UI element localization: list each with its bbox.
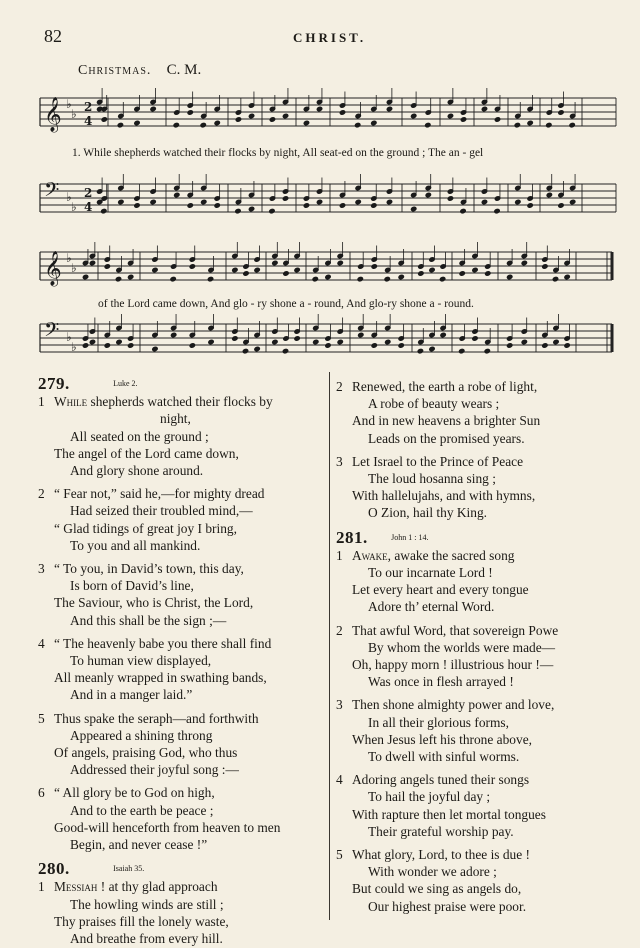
stanza	[38, 393, 328, 479]
note-head	[235, 208, 241, 213]
verse-line: Let every heart and every tongue	[352, 582, 529, 598]
note-head	[283, 271, 289, 276]
time-signature: 4	[84, 200, 93, 214]
note-head	[242, 348, 248, 353]
note-head	[418, 271, 424, 276]
verse-line: 2 That awful Word, that sovereign Powe	[336, 622, 559, 638]
note-head	[201, 199, 207, 204]
note-head	[189, 343, 195, 348]
verse-line: By whom the worlds were made—	[368, 639, 556, 655]
note-head	[294, 336, 300, 341]
note-head	[214, 203, 220, 208]
verse-line: The angel of the Lord came down,	[54, 445, 239, 461]
note-head	[272, 260, 278, 265]
verse-line: And breathe from every hill.	[70, 931, 223, 947]
verse-line: With hallelujahs, and with hymns,	[352, 488, 536, 504]
note-head	[187, 110, 193, 115]
stanza	[336, 696, 626, 765]
note-head	[207, 276, 213, 281]
note-head	[312, 276, 318, 281]
note-head	[460, 208, 466, 213]
treble-clef-icon: 𝄞	[44, 251, 62, 286]
note-head	[521, 339, 527, 344]
note-head	[254, 267, 260, 272]
time-signature: 2	[84, 186, 93, 200]
stanza-number: 3	[336, 697, 343, 713]
note-head	[101, 208, 107, 213]
note-head	[339, 203, 345, 208]
stanza-number: 4	[38, 635, 45, 651]
scripture-ref: John 1 : 14.	[391, 532, 429, 542]
note-head	[552, 276, 558, 281]
verse-line: 4 Adoring angels tuned their songs	[336, 772, 530, 788]
note-head	[440, 332, 446, 337]
verse-line: And to the earth be peace ;	[70, 802, 214, 818]
hymn-279-header	[38, 375, 328, 393]
note-head	[507, 343, 513, 348]
scripture-ref: Luke 2.	[113, 379, 138, 388]
note-head	[564, 343, 570, 348]
note-head	[481, 199, 487, 204]
note-head	[411, 206, 417, 211]
right-column	[336, 378, 626, 915]
note-head	[187, 203, 193, 208]
note-head	[294, 267, 300, 272]
stanza-number: 6	[38, 785, 45, 801]
stanza-number: 2	[38, 486, 45, 502]
page-number: 82	[44, 26, 62, 46]
note-head	[303, 203, 309, 208]
note-head	[313, 339, 319, 344]
note-head	[546, 122, 552, 127]
verse-line: The loud hosanna sing ;	[368, 471, 496, 487]
note-head	[171, 332, 177, 337]
note-head	[494, 117, 500, 122]
verse-line: A robe of beauty wears ;	[368, 396, 500, 412]
verse-line: 4 “ The heavenly babe you there shall find	[38, 635, 272, 651]
note-head	[272, 339, 278, 344]
left-column	[38, 375, 328, 947]
note-head	[507, 274, 513, 279]
hymn-280-continued	[336, 378, 626, 522]
note-head	[134, 120, 140, 125]
verse-line: 2 “ Fear not,” said he,—for mighty dread	[38, 486, 265, 502]
note-head	[243, 271, 249, 276]
stanza-number: 3	[38, 561, 45, 577]
note-head	[104, 264, 110, 269]
stanza	[38, 560, 328, 629]
verse-line: But could we sing as angels do,	[352, 881, 522, 897]
verse-line: 3 “ To you, in David’s town, this day,	[38, 561, 244, 577]
note-head	[440, 276, 446, 281]
stanza-number: 2	[336, 622, 343, 638]
verse-line: 1 Messiah ! at thy glad approach	[38, 879, 218, 895]
stanza	[38, 635, 328, 704]
note-head	[282, 113, 288, 118]
note-head	[472, 267, 478, 272]
note-head	[82, 274, 88, 279]
note-head	[316, 106, 322, 111]
note-head	[208, 339, 214, 344]
note-head	[89, 339, 95, 344]
note-head	[214, 120, 220, 125]
bass-clef-icon: 𝄢	[44, 318, 60, 346]
note-head	[282, 196, 288, 201]
note-head	[398, 343, 404, 348]
hymn-number: 281.	[336, 527, 368, 547]
stanza	[38, 710, 328, 779]
note-head	[150, 106, 156, 111]
note-head	[447, 113, 453, 118]
note-head	[558, 203, 564, 208]
note-head	[232, 336, 238, 341]
verse-line: Adore th’ eternal Word.	[368, 599, 495, 615]
note-head	[174, 192, 180, 197]
note-head	[303, 120, 309, 125]
note-head	[429, 346, 435, 351]
note-head	[355, 199, 361, 204]
verse-line: To our incarnate Lord !	[368, 565, 493, 581]
note-head	[570, 199, 576, 204]
hymn-279-text	[38, 393, 328, 853]
verse-line: night,	[160, 411, 191, 427]
note-head	[117, 122, 123, 127]
note-head	[371, 264, 377, 269]
verse-line: Leads on the promised years.	[368, 430, 525, 446]
verse-line: And in a manger laid.”	[70, 687, 193, 703]
note-head	[248, 113, 254, 118]
note-head	[371, 120, 377, 125]
note-head	[118, 199, 124, 204]
note-head	[269, 208, 275, 213]
note-head	[553, 339, 559, 344]
note-head	[101, 117, 107, 122]
note-head	[385, 339, 391, 344]
note-head	[254, 346, 260, 351]
verse-line: To hail the joyful day ;	[368, 789, 491, 805]
verse-line: “ Glad tidings of great joy I bring,	[54, 520, 237, 536]
note-head	[104, 343, 110, 348]
note-head	[152, 267, 158, 272]
hymn-281-text	[336, 547, 626, 915]
note-head	[494, 208, 500, 213]
note-head	[459, 348, 465, 353]
music-score	[0, 0, 640, 372]
stanza	[336, 771, 626, 840]
note-head	[269, 117, 275, 122]
note-head	[429, 267, 435, 272]
note-head	[337, 260, 343, 265]
stanza	[38, 784, 328, 853]
note-head	[515, 199, 521, 204]
note-head	[357, 276, 363, 281]
note-head	[200, 122, 206, 127]
scripture-ref: Isaiah 35.	[113, 864, 145, 874]
verse-line: The howling winds are still ;	[70, 896, 224, 912]
verse-line: To human view displayed,	[70, 653, 212, 669]
verse-line: And glory shone around.	[70, 463, 204, 479]
verse-line: O Zion, hail thy King.	[368, 505, 488, 521]
note-head	[527, 120, 533, 125]
verse-line: Addressed their joyful song :—	[70, 762, 239, 778]
note-head	[386, 199, 392, 204]
flat-icon: ♭	[66, 251, 72, 265]
hymn-number: 280.	[38, 859, 70, 879]
stanza	[336, 378, 626, 447]
note-head	[546, 192, 552, 197]
note-head	[386, 106, 392, 111]
note-head	[485, 271, 491, 276]
verse-line: 3 Let Israel to the Prince of Peace	[336, 453, 524, 469]
tune-name: Christmas.	[78, 63, 152, 78]
treble-clef-icon: 𝄞	[44, 97, 62, 132]
lyric-line-1: 1. While shepherds watched their flocks by night, All seat-ed on the ground ; The an - gel	[72, 147, 484, 159]
verse-line: Good-will henceforth from heaven to men	[54, 819, 281, 835]
column-divider	[329, 372, 330, 920]
note-head	[235, 117, 241, 122]
note-head	[115, 276, 121, 281]
verse-line: To dwell with sinful worms.	[368, 749, 520, 765]
verse-line: Was once in flesh arrayed !	[368, 674, 514, 690]
verse-line: Our highest praise were poor.	[368, 898, 527, 914]
verse-line: Oh, happy morn ! illustrious hour !—	[352, 657, 554, 673]
note-head	[542, 264, 548, 269]
stanza-number: 1	[38, 394, 45, 410]
stanza-number: 4	[336, 772, 343, 788]
note-head	[569, 122, 575, 127]
flat-icon: ♭	[71, 200, 77, 214]
note-head	[371, 203, 377, 208]
verse-line: All seated on the ground ;	[70, 428, 209, 444]
note-head	[472, 336, 478, 341]
flat-icon: ♭	[66, 97, 72, 111]
note-head	[337, 339, 343, 344]
note-head	[481, 106, 487, 111]
note-head	[411, 113, 417, 118]
time-signature: 2	[84, 100, 93, 114]
verse-line: 6 “ All glory be to God on high,	[38, 785, 215, 801]
hymn-280-text	[38, 878, 328, 947]
hymn-number: 279.	[38, 374, 70, 393]
note-head	[82, 343, 88, 348]
note-head	[248, 206, 254, 211]
note-head	[232, 267, 238, 272]
stanza	[336, 453, 626, 522]
hymn-281-header	[336, 529, 626, 547]
verse-line: Thy praises fill the lonely waste,	[54, 913, 229, 929]
bass-clef-icon: 𝄢	[44, 178, 60, 206]
note-head	[325, 343, 331, 348]
verse-line: 1 While shepherds watched their flocks by	[38, 394, 273, 410]
note-head	[150, 199, 156, 204]
verse-line: And this shall be the sign ;—	[70, 612, 227, 628]
note-head	[371, 343, 377, 348]
note-head	[116, 339, 122, 344]
stanza-number: 2	[336, 379, 343, 394]
note-head	[514, 122, 520, 127]
verse-line: Begin, and never cease !”	[70, 837, 208, 853]
note-head	[425, 192, 431, 197]
flat-icon: ♭	[66, 190, 72, 204]
note-head	[384, 276, 390, 281]
note-head	[564, 274, 570, 279]
stanza-number: 5	[38, 710, 45, 726]
flat-icon: ♭	[71, 340, 77, 354]
running-title: CHRIST.	[293, 30, 367, 45]
note-head	[339, 110, 345, 115]
verse-line: Of angels, praising God, who thus	[54, 745, 238, 761]
verse-line: Their grateful worship pay.	[368, 823, 514, 839]
flat-icon: ♭	[71, 261, 77, 275]
note-head	[282, 348, 288, 353]
verse-line: Had seized their troubled mind,—	[70, 503, 253, 519]
note-head	[128, 343, 134, 348]
flat-icon: ♭	[66, 330, 72, 344]
note-head	[425, 122, 431, 127]
note-head	[521, 260, 527, 265]
stanza-number: 3	[336, 453, 343, 469]
verse-line: To you and all mankind.	[70, 537, 201, 553]
note-head	[134, 203, 140, 208]
verse-line: When Jesus left his throne above,	[352, 731, 532, 747]
verse-line: 2 Renewed, the earth a robe of light,	[336, 379, 538, 394]
verse-line: Is born of David’s line,	[70, 578, 194, 594]
verse-line: 1 Awake, awake the sacred song	[336, 547, 515, 563]
note-head	[527, 203, 533, 208]
note-head	[152, 346, 158, 351]
stanza	[336, 622, 626, 691]
verse-line: With rapture then let mortal tongues	[352, 806, 546, 822]
hymn-280-header	[38, 860, 328, 878]
time-signature: 4	[84, 114, 93, 128]
note-head	[316, 199, 322, 204]
note-head	[173, 122, 179, 127]
flat-icon: ♭	[71, 107, 77, 121]
verse-line: The Saviour, who is Christ, the Lord,	[54, 595, 254, 611]
note-head	[189, 264, 195, 269]
note-head	[558, 110, 564, 115]
note-head	[417, 348, 423, 353]
stanza-number: 5	[336, 847, 343, 863]
verse-line: All meanly wrapped in swathing bands,	[54, 670, 267, 686]
stanza-number: 1	[38, 879, 45, 895]
note-head	[355, 122, 361, 127]
verse-line: 5 Thus spake the seraph—and forthwith	[38, 710, 259, 726]
note-head	[358, 332, 364, 337]
note-head	[398, 274, 404, 279]
lyric-line-2: of the Lord came down, And glo - ry shone a - round, And glo-ry shone a - round.	[98, 298, 474, 310]
note-head	[447, 196, 453, 201]
verse-line: And in new heavens a brighter Sun	[352, 413, 541, 429]
note-head	[459, 271, 465, 276]
note-head	[542, 343, 548, 348]
stanza-number: 1	[336, 547, 343, 563]
verse-line: Appeared a shining throng	[70, 727, 213, 743]
verse-line: With wonder we adore ;	[368, 864, 497, 880]
verse-line: 5 What glory, Lord, to thee is due !	[336, 847, 530, 863]
note-head	[460, 117, 466, 122]
stanza	[38, 485, 328, 554]
note-head	[484, 348, 490, 353]
note-head	[89, 260, 95, 265]
stanza	[336, 547, 626, 616]
note-head	[325, 274, 331, 279]
tune-meter: C. M.	[166, 62, 202, 78]
note-head	[128, 274, 134, 279]
stanza	[38, 878, 328, 947]
verse-line: In all their glorious forms,	[368, 714, 509, 730]
verse-line: 3 Then shone almighty power and love,	[336, 697, 555, 713]
note-head	[170, 276, 176, 281]
stanza	[336, 846, 626, 915]
